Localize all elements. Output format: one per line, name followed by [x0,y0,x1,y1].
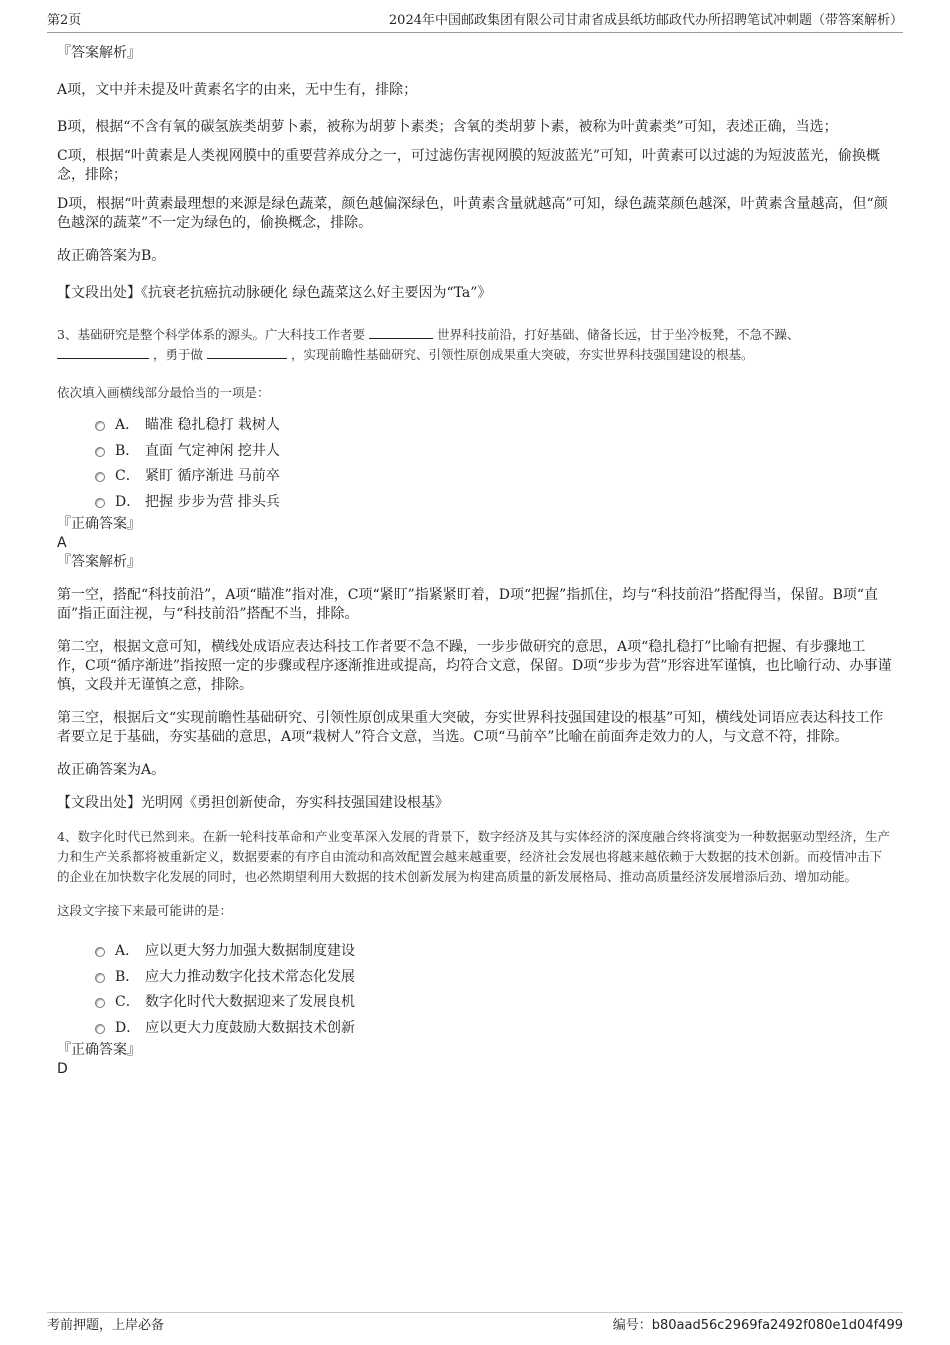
q3-analysis-label: 『答案解析』 [57,554,141,570]
q2-source: 【文段出处】《抗衰老抗癌抗动脉硬化 绿色蔬菜这么好主要因为“Ta”》 [57,285,492,301]
option-letter: D． [115,493,141,510]
option-text: 瞄准 稳扎稳打 栽树人 [145,417,280,433]
page-header [47,12,903,33]
q4-prompt: 这段文字接下来最可能讲的是： [57,903,233,918]
radio-icon[interactable] [95,421,105,431]
page-number: 第2页 [47,13,82,28]
page-content [57,44,892,1079]
q3-conclusion: 故正确答案为A。 [57,762,166,778]
q3-stem-part2: 世界科技前沿，打好基础、储备长远，甘于坐冷板凳，不急不躁、 [436,327,800,342]
option-letter: A． [115,417,140,433]
q3-blank-3 [207,346,287,359]
q3-option-a[interactable] [95,413,892,439]
q2-analysis-a: A项，文中并未提及叶黄素名字的由来，无中生有，排除； [57,82,418,98]
q3-option-d[interactable] [95,490,892,516]
q2-analysis-b: B项，根据“不含有氧的碳氢族类胡萝卜素，被称为胡萝卜素类；含氧的类胡萝卜素，被称为叶黄素类”可知，表述正确，当选； [57,119,838,135]
option-text: 数字化时代大数据迎来了发展良机 [145,994,355,1010]
q2-conclusion: 故正确答案为B。 [57,248,166,264]
footer-slogan: 考前押题，上岸必备 [47,1318,165,1333]
q3-answer: A [57,535,67,551]
q3-answer-label: 『正确答案』 [57,516,141,532]
option-letter: D． [115,1019,141,1036]
radio-icon[interactable] [95,498,105,508]
option-text: 应大力推动数字化技术常态化发展 [145,968,355,985]
q3-blank-1 [369,326,433,339]
option-text: 应以更大力度鼓励大数据技术创新 [145,1019,355,1036]
q3-prompt: 依次填入画横线部分最恰当的一项是： [57,385,270,400]
q3-analysis-1: 第一空，搭配“科技前沿”，A项“瞄准”指对准，C项“紧盯”指紧紧盯着，D项“把握”指抓住，均与“科技前沿”搭配得当，保留。B项“直面”指正面注视，与“科技前沿”搭配不当，排除。 [57,587,879,622]
radio-icon[interactable] [95,472,105,482]
option-letter: B． [115,968,140,985]
q3-analysis-3: 第三空，根据后文“实现前瞻性基础研究、引领性原创成果重大突破，夯实世界科技强国建设的根基”可知，横线处词语应表达科技工作者要立足于基础，夯实基础的意思，A项“栽树人”符合文意，当选。C项“马前卒”比喻在前面奔走效力的人，与文意不符，排除。 [57,710,884,745]
q3-source: 【文段出处】光明网《勇担创新使命，夯实科技强国建设根基》 [57,795,449,811]
option-letter: B． [115,442,140,459]
q3-options [95,413,892,515]
q3-stem-part1: 3、基础研究是整个科学体系的源头。广大科技工作者要 [57,327,365,342]
q3-stem-part3: ，勇于做 [152,347,203,362]
q2-analysis-label: 『答案解析』 [57,45,141,61]
radio-icon[interactable] [95,973,105,983]
option-text: 紧盯 循序渐进 马前卒 [145,468,280,484]
option-letter: A． [115,943,140,959]
q4-options [95,939,892,1041]
q4-option-d[interactable] [95,1016,892,1042]
option-letter: C． [115,468,140,484]
radio-icon[interactable] [95,947,105,957]
option-text: 应以更大努力加强大数据制度建设 [145,943,355,959]
q3-blank-2 [57,346,149,359]
option-letter: C． [115,994,140,1010]
footer-code [613,1316,903,1336]
option-text: 直面 气定神闲 挖井人 [145,442,280,459]
q3-option-b[interactable] [95,439,892,465]
q4-option-c[interactable] [95,990,892,1016]
footer-code-value: b80aad56c2969fa2492f080e1d04f499 [651,1318,903,1333]
q4-option-a[interactable] [95,939,892,965]
q4-stem: 4、数字化时代已然到来。在新一轮科技革命和产业变革深入发展的背景下，数字经济及其与实体经济的深度融合终将演变为一种数据驱动型经济，生产力和生产关系都将被重新定义，数据要素的有序自由流动和高效配置会越来越重要，经济社会发展也将越来越依赖于大数据的技术创新。而疫情冲击下的企业在加快数字化发展的同时，也必然期望利用大数据的技术创新发展为构建高质量的新发展格局、推动高质量经济发展增添后劲、增加动能。 [57,829,890,884]
page-footer [47,1312,903,1337]
q2-analysis-d: D项，根据“叶黄素最理想的来源是绿色蔬菜，颜色越偏深绿色，叶黄素含量就越高”可知，绿色蔬菜颜色越深，叶黄素含量越高，但“颜色越深的蔬菜”不一定为绿色的，偷换概念，排除。 [57,196,888,231]
footer-code-label: 编号： [612,1318,652,1333]
q3-option-c[interactable] [95,464,892,490]
q4-answer-label: 『正确答案』 [57,1042,141,1058]
document-title: 2024年中国邮政集团有限公司甘肃省成县纸坊邮政代办所招聘笔试冲刺题（带答案解析） [388,13,903,28]
option-text: 把握 步步为营 排头兵 [145,493,280,510]
q3-stem-part4: ，实现前瞻性基础研究、引领性原创成果重大突破，夯实世界科技强国建设的根基。 [290,347,754,362]
radio-icon[interactable] [95,998,105,1008]
q3-analysis-2: 第二空，根据文意可知，横线处成语应表达科技工作者要不急不躁，一步步做研究的意思，A项“稳扎稳打”比喻有把握、有步骤地工作，C项“循序渐进”指按照一定的步骤或程序逐渐推进或提高，均符合文意，保留。D项“步步为营”形容进军谨慎，也比喻行动、办事谨慎，文段并无谨慎之意，排除。 [57,639,892,693]
q4-answer: D [57,1061,68,1077]
radio-icon[interactable] [95,1024,105,1034]
q2-analysis-c: C项，根据“叶黄素是人类视网膜中的重要营养成分之一，可过滤伤害视网膜的短波蓝光”可知，叶黄素可以过滤的为短波蓝光，偷换概念，排除； [57,148,881,183]
q3-stem [57,325,892,365]
q4-option-b[interactable] [95,965,892,991]
radio-icon[interactable] [95,447,105,457]
